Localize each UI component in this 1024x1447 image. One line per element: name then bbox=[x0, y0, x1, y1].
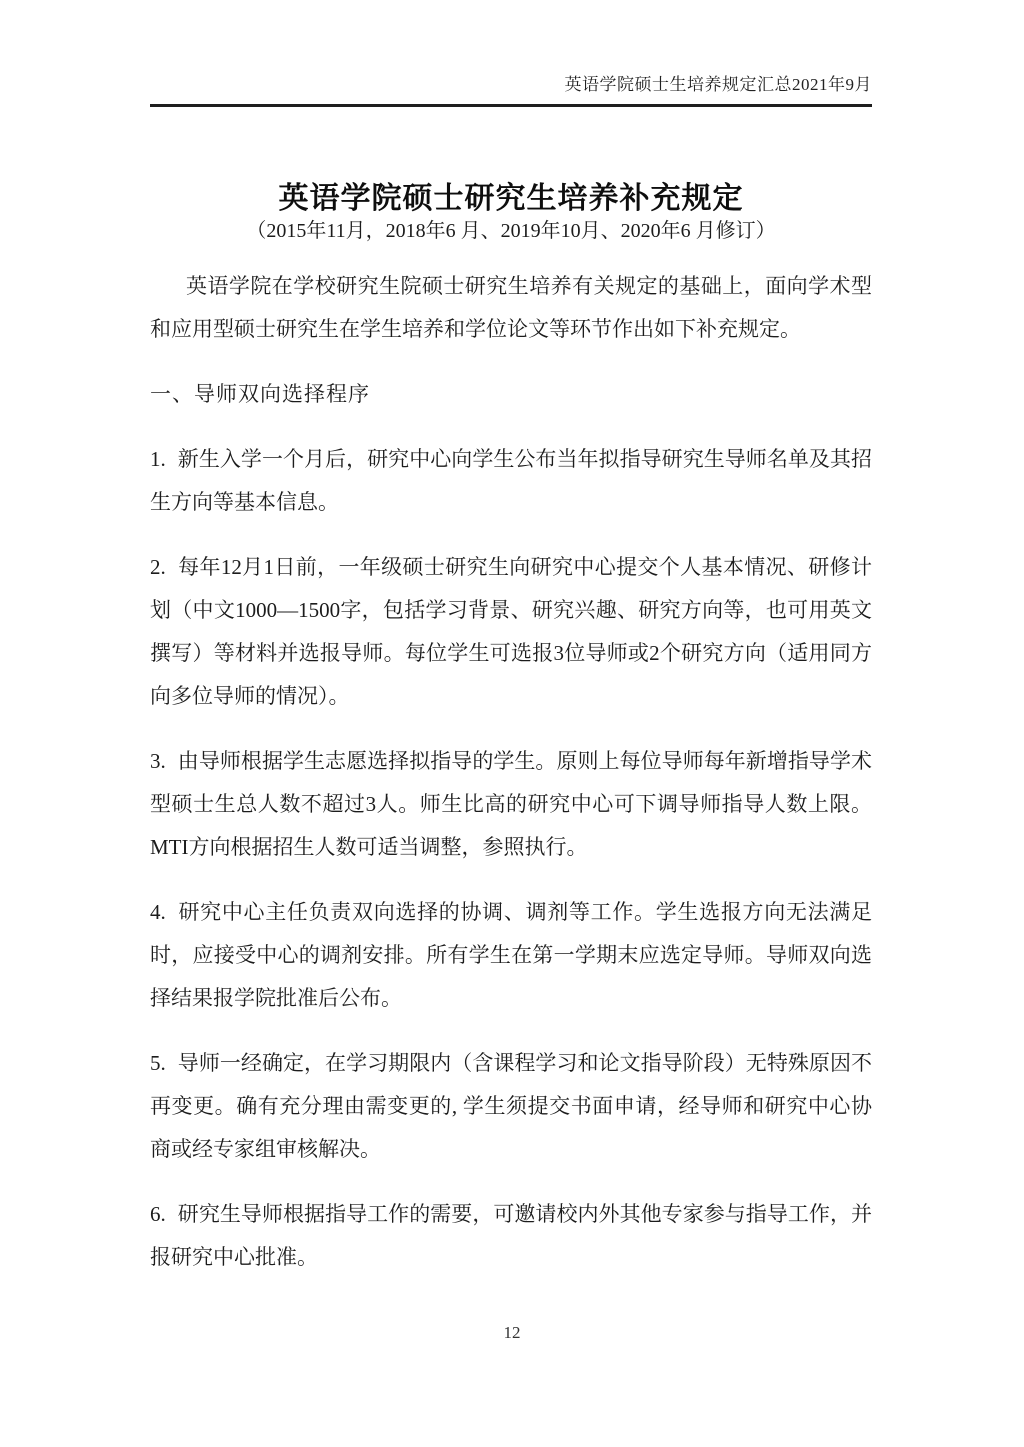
numbered-paragraph-3 bbox=[150, 740, 872, 869]
item-number: 4. bbox=[150, 900, 166, 924]
item-text: 导师一经确定，在学习期限内（含课程学习和论文指导阶段）无特殊原因不再变更。确有充分理由需变更的, 学生须提交书面申请，经导师和研究中心协商或经专家组审核解决。 bbox=[150, 1051, 872, 1161]
numbered-paragraph-1 bbox=[150, 438, 872, 524]
item-text: 每年12月1日前，一年级硕士研究生向研究中心提交个人基本情况、研修计划（中文1000—1500字，包括学习背景、研究兴趣、研究方向等，也可用英文撰写）等材料并选报导师。每位学生可选报3位导师或2个研究方向（适用同方向多位导师的情况）。 bbox=[150, 555, 872, 708]
document-body bbox=[150, 265, 872, 1279]
document-subtitle: （2015年11月，2018年6 月、2019年10月、2020年6 月修订） bbox=[246, 220, 776, 242]
item-text: 研究中心主任负责双向选择的协调、调剂等工作。学生选报方向无法满足时，应接受中心的调剂安排。所有学生在第一学期末应选定导师。导师双向选择结果报学院批准后公布。 bbox=[150, 900, 872, 1010]
page-number: 12 bbox=[503, 1323, 521, 1342]
section-heading: 一、导师双向选择程序 bbox=[150, 382, 370, 406]
item-number: 6. bbox=[150, 1202, 166, 1226]
numbered-paragraph-6 bbox=[150, 1193, 872, 1279]
item-text: 新生入学一个月后，研究中心向学生公布当年拟指导研究生导师名单及其招生方向等基本信息。 bbox=[150, 447, 872, 514]
item-text: 研究生导师根据指导工作的需要，可邀请校内外其他专家参与指导工作，并报研究中心批准。 bbox=[150, 1202, 872, 1269]
item-number: 2. bbox=[150, 555, 166, 579]
item-text: 由导师根据学生志愿选择拟指导的学生。原则上每位导师每年新增指导学术型硕士生总人数不超过3人。师生比高的研究中心可下调导师指导人数上限。MTI方向根据招生人数可适当调整，参照执行。 bbox=[150, 749, 872, 859]
item-number: 3. bbox=[150, 749, 166, 773]
intro-paragraph: 英语学院在学校研究生院硕士研究生培养有关规定的基础上，面向学术型和应用型硕士研究生在学生培养和学位论文等环节作出如下补充规定。 bbox=[150, 274, 872, 341]
document-title: 英语学院硕士研究生培养补充规定 bbox=[278, 182, 744, 215]
item-number: 1. bbox=[150, 447, 166, 471]
numbered-paragraph-2 bbox=[150, 546, 872, 718]
item-number: 5. bbox=[150, 1051, 166, 1075]
numbered-paragraph-5 bbox=[150, 1042, 872, 1171]
header-text: 英语学院硕士生培养规定汇总2021年9月 bbox=[564, 75, 872, 94]
numbered-paragraph-4 bbox=[150, 891, 872, 1020]
page-header bbox=[150, 0, 872, 107]
